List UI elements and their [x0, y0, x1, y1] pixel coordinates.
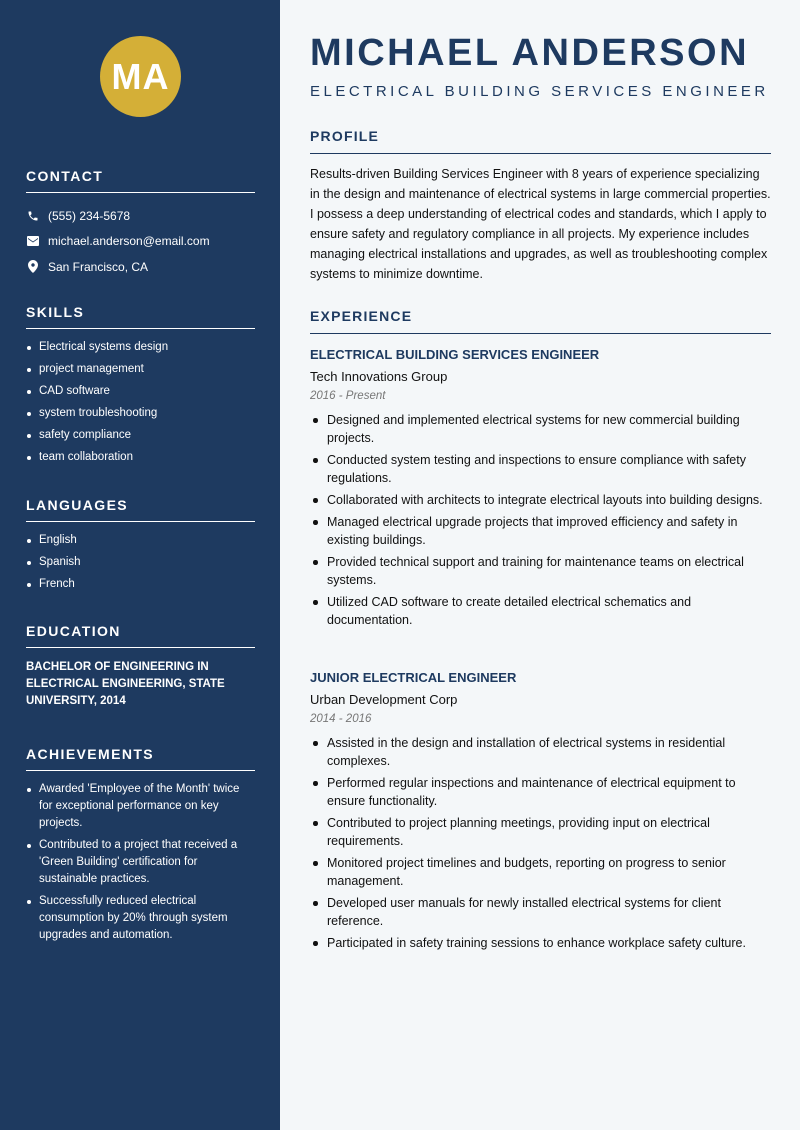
job-entry: [310, 347, 771, 633]
contact-phone: [26, 203, 255, 229]
job-bullet: Designed and implemented electrical systems for new commercial building projects.: [310, 411, 771, 447]
location-pin-icon: [26, 260, 39, 273]
experience-section: [310, 308, 771, 334]
contact-heading: CONTACT: [26, 168, 255, 193]
language-item: French: [26, 576, 255, 593]
skill-item: safety compliance: [26, 427, 255, 444]
profile-text: Results-driven Building Services Engineer with 8 years of experience specializing in the design and maintenance of electrical systems in large commercial properties. I possess a deep understanding of electrical codes and standards, which I apply to ensure safety and regulatory compliance in all projects. My experience includes managing electrical installations and upgrades, as well as troubleshooting complex systems to minimize downtime.: [310, 167, 771, 281]
education-degree: BACHELOR OF ENGINEERING IN ELECTRICAL ENGINEERING, STATE UNIVERSITY, 2014: [26, 661, 225, 707]
job-bullet: Performed regular inspections and maintenance of electrical equipment to ensure functionality.: [310, 774, 771, 810]
job-bullet: Managed electrical upgrade projects that improved efficiency and safety in existing buildings.: [310, 513, 771, 549]
job-bullet: Assisted in the design and installation of electrical systems in residential complexes.: [310, 734, 771, 770]
education-heading: EDUCATION: [26, 623, 255, 648]
contact-list: [26, 203, 255, 280]
job-company: Urban Development Corp: [310, 692, 458, 707]
job-bullets: [310, 734, 771, 952]
avatar: MA: [100, 36, 181, 117]
language-item: Spanish: [26, 554, 255, 571]
phone-icon: [26, 209, 39, 222]
sidebar: [0, 0, 280, 1130]
candidate-name: MICHAEL ANDERSON: [310, 32, 750, 74]
job-bullet: Utilized CAD software to create detailed electrical schematics and documentation.: [310, 593, 771, 629]
job-entry: [310, 670, 771, 956]
job-bullet: Collaborated with architects to integrate electrical layouts into building designs.: [310, 491, 771, 509]
job-dates: 2014 - 2016: [310, 713, 372, 725]
profile-section: [310, 128, 771, 284]
job-bullet: Conducted system testing and inspections to ensure compliance with safety regulations.: [310, 451, 771, 487]
job-bullet: Developed user manuals for newly installed electrical systems for client reference.: [310, 894, 771, 930]
achievements-section: [26, 746, 255, 949]
job-title-header: ELECTRICAL BUILDING SERVICES ENGINEER: [310, 83, 769, 100]
profile-heading: PROFILE: [310, 128, 771, 154]
languages-section: [26, 497, 255, 598]
contact-email: [26, 229, 255, 255]
location-text: San Francisco, CA: [48, 259, 149, 274]
achievements-heading: ACHIEVEMENTS: [26, 746, 255, 771]
contact-section: [26, 168, 255, 280]
skills-list: [26, 339, 255, 466]
email-text: michael.anderson@email.com: [48, 234, 210, 249]
languages-list: [26, 532, 255, 593]
job-bullet: Participated in safety training sessions to enhance workplace safety culture.: [310, 934, 771, 952]
phone-text: (555) 234-5678: [48, 208, 131, 223]
language-item: English: [26, 532, 255, 549]
job-bullets: [310, 411, 771, 629]
achievements-list: [26, 781, 255, 944]
languages-heading: LANGUAGES: [26, 497, 255, 522]
email-icon: [26, 235, 39, 248]
experience-heading: EXPERIENCE: [310, 308, 771, 334]
job-bullet: Monitored project timelines and budgets, reporting on progress to senior management.: [310, 854, 771, 890]
job-title: JUNIOR ELECTRICAL ENGINEER: [310, 670, 517, 685]
achievement-item: Awarded 'Employee of the Month' twice for exceptional performance on key projects.: [26, 781, 255, 832]
achievement-item: Successfully reduced electrical consumption by 20% through system upgrades and automation.: [26, 893, 255, 944]
skill-item: team collaboration: [26, 449, 255, 466]
job-bullet: Provided technical support and training for maintenance teams on electrical systems.: [310, 553, 771, 589]
skill-item: project management: [26, 361, 255, 378]
contact-location: [26, 254, 255, 280]
skill-item: Electrical systems design: [26, 339, 255, 356]
job-company: Tech Innovations Group: [310, 369, 448, 384]
education-section: [26, 623, 255, 710]
achievement-item: Contributed to a project that received a 'Green Building' certification for sustainable practices.: [26, 837, 255, 888]
skills-section: [26, 304, 255, 471]
job-dates: 2016 - Present: [310, 390, 386, 402]
skill-item: system troubleshooting: [26, 405, 255, 422]
job-title: ELECTRICAL BUILDING SERVICES ENGINEER: [310, 347, 600, 362]
skill-item: CAD software: [26, 383, 255, 400]
job-bullet: Contributed to project planning meetings, providing input on electrical requirements.: [310, 814, 771, 850]
skills-heading: SKILLS: [26, 304, 255, 329]
